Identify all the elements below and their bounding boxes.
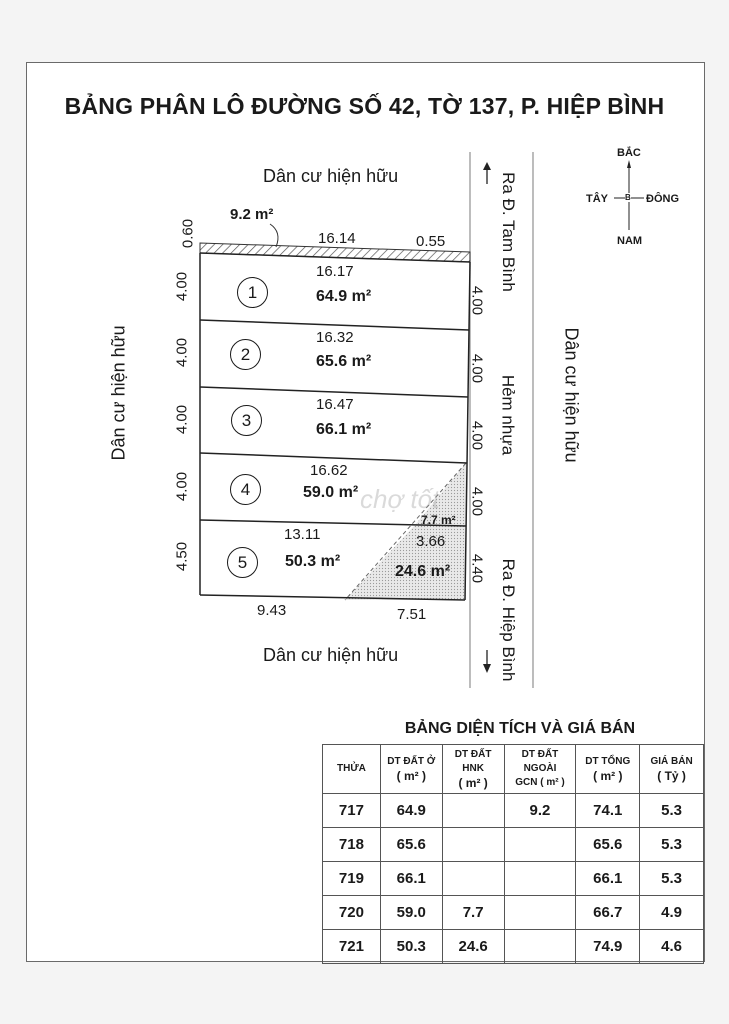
road-tam-binh-label: Ra Đ. Tam Bình bbox=[499, 172, 518, 292]
strip-length-label: 16.14 bbox=[318, 230, 356, 247]
header-cell: DT ĐẤT HNK ( m² ) bbox=[442, 745, 504, 794]
table-cell: 24.6 bbox=[442, 930, 504, 964]
lot-2-length: 16.32 bbox=[316, 329, 354, 346]
table-cell: 721 bbox=[323, 930, 381, 964]
lot-1-left-width: 4.00 bbox=[173, 271, 191, 302]
table-cell: 5.3 bbox=[640, 794, 704, 828]
compass-east-label: ĐÔNG bbox=[646, 193, 679, 205]
lot-5-hnk-top-length: 3.66 bbox=[416, 533, 446, 550]
table-cell: 50.3 bbox=[380, 930, 442, 964]
header-cell: DT ĐẤT Ở ( m² ) bbox=[380, 745, 442, 794]
lot-5-left-width: 4.50 bbox=[173, 541, 191, 572]
table-cell: 719 bbox=[323, 862, 381, 896]
residents-bottom-label: Dân cư hiện hữu bbox=[263, 645, 399, 665]
lot-2-number: 2 bbox=[230, 339, 261, 370]
lot-3-right-width: 4.00 bbox=[468, 420, 486, 451]
lot-1-area: 64.9 m² bbox=[316, 288, 372, 305]
table-cell: 65.6 bbox=[380, 828, 442, 862]
residents-right-label: Dân cư hiện hữu bbox=[561, 327, 582, 463]
arrow-tam-binh-head bbox=[483, 162, 491, 170]
residents-left-label: Dân cư hiện hữu bbox=[108, 325, 129, 461]
table-cell: 66.7 bbox=[576, 896, 640, 930]
alley-label: Hẻm nhựa bbox=[498, 374, 518, 456]
table-cell: 4.9 bbox=[640, 896, 704, 930]
watermark: chợ tốt bbox=[360, 484, 440, 514]
strip-area-leader bbox=[270, 224, 278, 247]
lot-3-left-width: 4.00 bbox=[173, 404, 191, 435]
header-cell: THỬA bbox=[323, 745, 381, 794]
header-cell: GIÁ BÁN ( Tỷ ) bbox=[640, 745, 704, 794]
lot-4-left-width: 4.00 bbox=[173, 471, 191, 502]
table-cell: 64.9 bbox=[380, 794, 442, 828]
header-cell: DT ĐẤT NGOÀI GCN ( m² ) bbox=[504, 745, 576, 794]
bottom-left-length: 9.43 bbox=[257, 602, 287, 619]
table-cell bbox=[504, 896, 576, 930]
table-cell: 74.9 bbox=[576, 930, 640, 964]
table-cell: 5.3 bbox=[640, 828, 704, 862]
table-cell: 9.2 bbox=[504, 794, 576, 828]
strip-right-width-label: 0.55 bbox=[416, 233, 446, 250]
lot-1-right-width: 4.00 bbox=[468, 285, 486, 316]
table-cell bbox=[442, 794, 504, 828]
lot-3-area: 66.1 m² bbox=[316, 421, 372, 438]
table-row bbox=[323, 930, 704, 964]
header-cell: DT TỔNG ( m² ) bbox=[576, 745, 640, 794]
table-cell: 66.1 bbox=[380, 862, 442, 896]
lot-1-length: 16.17 bbox=[316, 263, 354, 280]
table-cell: 717 bbox=[323, 794, 381, 828]
lot-4-length: 16.62 bbox=[310, 462, 348, 479]
lot-3-number: 3 bbox=[231, 405, 262, 436]
table-row bbox=[323, 896, 704, 930]
table-cell: 66.1 bbox=[576, 862, 640, 896]
table-cell: 65.6 bbox=[576, 828, 640, 862]
table-cell bbox=[504, 862, 576, 896]
lot-3-length: 16.47 bbox=[316, 396, 354, 413]
lot-4-hnk-area-label: 7.7 m² bbox=[421, 513, 456, 527]
table-row bbox=[323, 794, 704, 828]
road-hiep-binh-label: Ra Đ. Hiệp Bình bbox=[499, 558, 518, 682]
lot-4-area: 59.0 m² bbox=[303, 484, 359, 501]
lot-2-area: 65.6 m² bbox=[316, 353, 372, 370]
lot-2-right-width: 4.00 bbox=[468, 353, 486, 384]
table-cell: 74.1 bbox=[576, 794, 640, 828]
lot-4-number: 4 bbox=[230, 474, 261, 505]
compass-west-label: TÂY bbox=[586, 193, 608, 205]
compass-center-label: B bbox=[625, 193, 631, 202]
compass-north-label: BẮC bbox=[617, 147, 641, 159]
price-table bbox=[322, 744, 704, 964]
bottom-right-length: 7.51 bbox=[397, 606, 427, 623]
table-cell bbox=[504, 930, 576, 964]
table-header-row bbox=[323, 745, 704, 794]
table-cell: 5.3 bbox=[640, 862, 704, 896]
residents-top-label: Dân cư hiện hữu bbox=[263, 166, 399, 186]
strip-width-label: 0.60 bbox=[179, 218, 197, 249]
page-title: BẢNG PHÂN LÔ ĐƯỜNG SỐ 42, TỜ 137, P. HIỆP BÌNH bbox=[64, 93, 665, 119]
arrow-hiep-binh-head bbox=[483, 664, 491, 673]
table-cell bbox=[504, 828, 576, 862]
lot-5-hnk-area-label: 24.6 m² bbox=[395, 563, 451, 580]
strip-area-label: 9.2 m² bbox=[230, 206, 274, 223]
lot-2-left-width: 4.00 bbox=[173, 337, 191, 368]
lot-4-right-width: 4.00 bbox=[468, 486, 486, 517]
lot-5-length: 13.11 bbox=[284, 526, 321, 543]
compass-north-arrow bbox=[627, 160, 631, 168]
price-table-title: BẢNG DIỆN TÍCH VÀ GIÁ BÁN bbox=[404, 720, 636, 737]
table-cell bbox=[442, 828, 504, 862]
compass-south-label: NAM bbox=[617, 235, 643, 247]
table-cell: 720 bbox=[323, 896, 381, 930]
table-row bbox=[323, 828, 704, 862]
table-cell: 7.7 bbox=[442, 896, 504, 930]
lot-5-right-width: 4.40 bbox=[468, 553, 486, 584]
table-cell bbox=[442, 862, 504, 896]
lot-5-number: 5 bbox=[227, 547, 258, 578]
table-cell: 4.6 bbox=[640, 930, 704, 964]
lot-5-area: 50.3 m² bbox=[285, 553, 341, 570]
table-row bbox=[323, 862, 704, 896]
lot-1-number: 1 bbox=[237, 277, 268, 308]
table-cell: 718 bbox=[323, 828, 381, 862]
table-cell: 59.0 bbox=[380, 896, 442, 930]
